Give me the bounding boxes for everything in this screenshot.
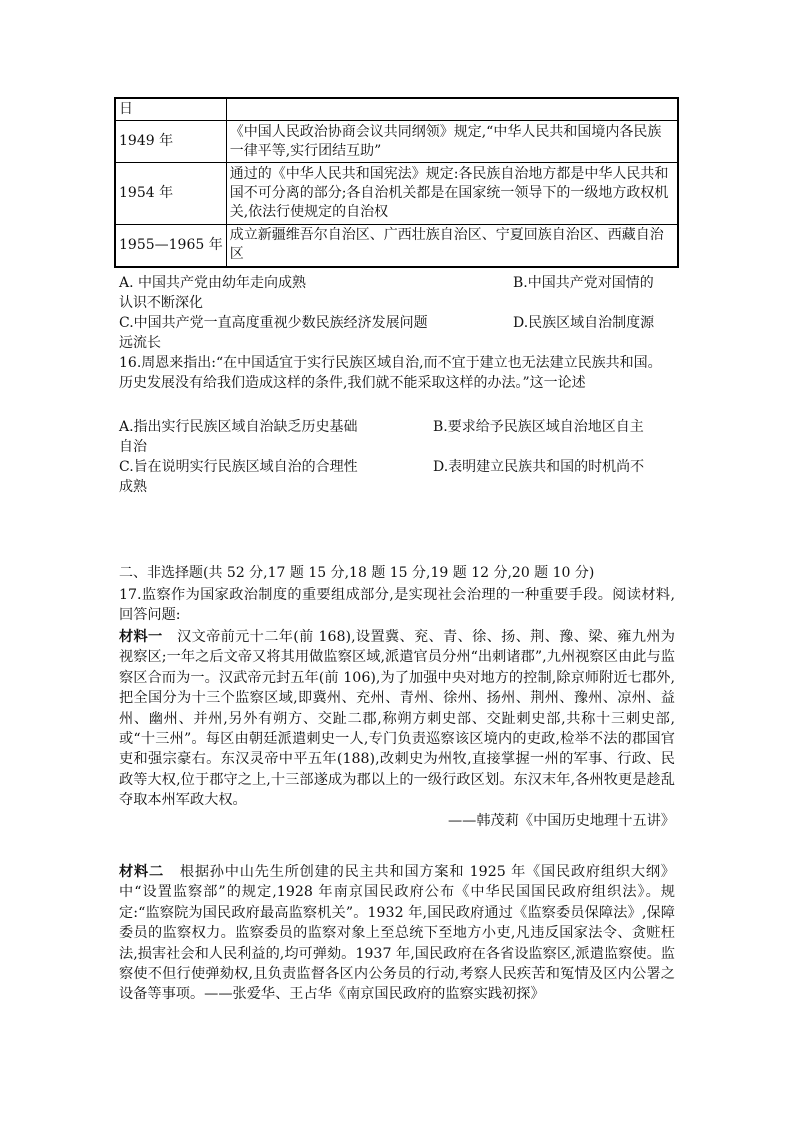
policy-table xyxy=(114,97,679,268)
q16-option-a[interactable]: A.指出实行民族区域自治缺乏历史基础 xyxy=(119,419,358,435)
q16-stem: 16.周恩来指出:“在中国适宜于实行民族区域自治,而不宜于建立也无法建立民族共和国。历史发展没有给我们造成这样的条件,我们就不能采取这样的办法。”这一论述 xyxy=(119,355,662,391)
q16-option-d-cont: 成熟 xyxy=(119,479,147,495)
section-heading: 二、非选择题(共 52 分,17 题 15 分,18 题 15 分,19 题 12 分,20 题 10 分) xyxy=(119,565,595,581)
q15-option-c[interactable]: C.中国共产党一直高度重视少数民族经济发展问题 xyxy=(119,315,428,331)
material-two-label: 材料二 xyxy=(119,864,164,880)
material-two-text: 根据孙中山先生所创建的民主共和国方案和 1925 年《国民政府组织大纲》中“设置监察部”的规定,1928 年南京国民政府公布《中华民国国民政府组织法》。规定:“监察院为国民政府最高监察机关”。1932 年,国民政府通过《监察委员保障法》,保障委员的监察权力。监察委员的监察对象上至总统下至地方小吏,凡违反国家法令、贪赃枉法,损害社会和人民利益的,均可弹劾。1937 年,国民政府在各省设监察区,派遣监察使。监察使不但行使弹劾权,且负责监督各区内公务员的行动,考察人民疾苦和冤情及区内公署之设备等事项。 xyxy=(119,864,675,1003)
table-row xyxy=(115,225,678,267)
material-one-label: 材料一 xyxy=(119,629,163,645)
q16-options xyxy=(119,417,675,497)
table-row xyxy=(115,121,678,163)
table-content-cell: 成立新疆维吾尔自治区、广西壮族自治区、宁夏回族自治区、西藏自治区 xyxy=(226,225,678,267)
material-one-source: ——韩茂莉《中国历史地理十五讲》 xyxy=(447,812,675,829)
q15-option-b-cont: 认识不断深化 xyxy=(119,295,203,311)
table-content-cell: 《中国人民政治协商会议共同纲领》规定,“中华人民共和国境内各民族一律平等,实行团结互助” xyxy=(226,121,678,163)
q15-option-d-cont: 远流长 xyxy=(119,335,161,351)
table-header-row xyxy=(115,98,678,121)
material-one xyxy=(119,627,675,831)
q15-option-b[interactable]: B.中国共产党对国情的 xyxy=(513,275,654,291)
q16-option-c[interactable]: C.旨在说明实行民族区域自治的合理性 xyxy=(119,459,358,475)
q16-option-b-cont: 自治 xyxy=(119,439,147,455)
table-row xyxy=(115,163,678,225)
q16-option-b[interactable]: B.要求给予民族区域自治地区自主 xyxy=(433,419,644,435)
table-header-cell: 日 xyxy=(115,98,226,121)
table-year-cell: 1954 年 xyxy=(115,163,226,225)
q15-option-d[interactable]: D.民族区域自治制度源 xyxy=(513,315,655,331)
q16-option-d[interactable]: D.表明建立民族共和国的时机尚不 xyxy=(433,459,645,475)
q17-stem: 17.监察作为国家政治制度的重要组成部分,是实现社会治理的一种重要手段。阅读材料,回答问题: xyxy=(119,587,675,624)
q15-option-a[interactable]: A. 中国共产党由幼年走向成熟 xyxy=(119,275,307,291)
q15-options xyxy=(119,273,675,353)
material-two-source: ——张爱华、王占华《南京国民政府的监察实践初探》 xyxy=(204,986,545,1003)
material-one-text: 汉文帝前元十二年(前 168),设置冀、兖、青、徐、扬、荆、豫、梁、雍九州为视察区;一年之后文帝又将其用做监察区域,派遣官员分州“出刺诸郡”,九州视察区由此与监察区合而为一。汉武帝元封五年(前 106),为了加强中央对地方的控制,除京师附近七郡外,把全国分为十三个监察区域,即冀州、充州、青州、徐州、扬州、荆州、豫州、凉州、益州、幽州、并州,另外有朔方、交趾二郡,称朔方刺史部、交趾刺史部,共称十三刺史部,或“十三州”。每区由朝廷派遣刺史一人,专门负责巡察该区境内的吏政,检举不法的郡国官吏和强宗豪右。东汉灵帝中平五年(188),改刺史为州牧,直接掌握一州的军事、行政、民政等大权,位于郡守之上,十三部遂成为郡以上的一级行政区划。东汉末年,各州牧更是趁乱夺取本州军政大权。 xyxy=(119,629,675,809)
material-two xyxy=(119,862,675,1005)
table-year-cell: 1955—1965 年 xyxy=(115,225,226,267)
table-year-cell: 1949 年 xyxy=(115,121,226,163)
table-content-cell: 通过的《中华人民共和国宪法》规定:各民族自治地方都是中华人民共和国不可分离的部分;各自治机关都是在国家统一领导下的一级地方政权机关,依法行使规定的自治权 xyxy=(226,163,678,225)
table-header-cell xyxy=(226,98,678,121)
